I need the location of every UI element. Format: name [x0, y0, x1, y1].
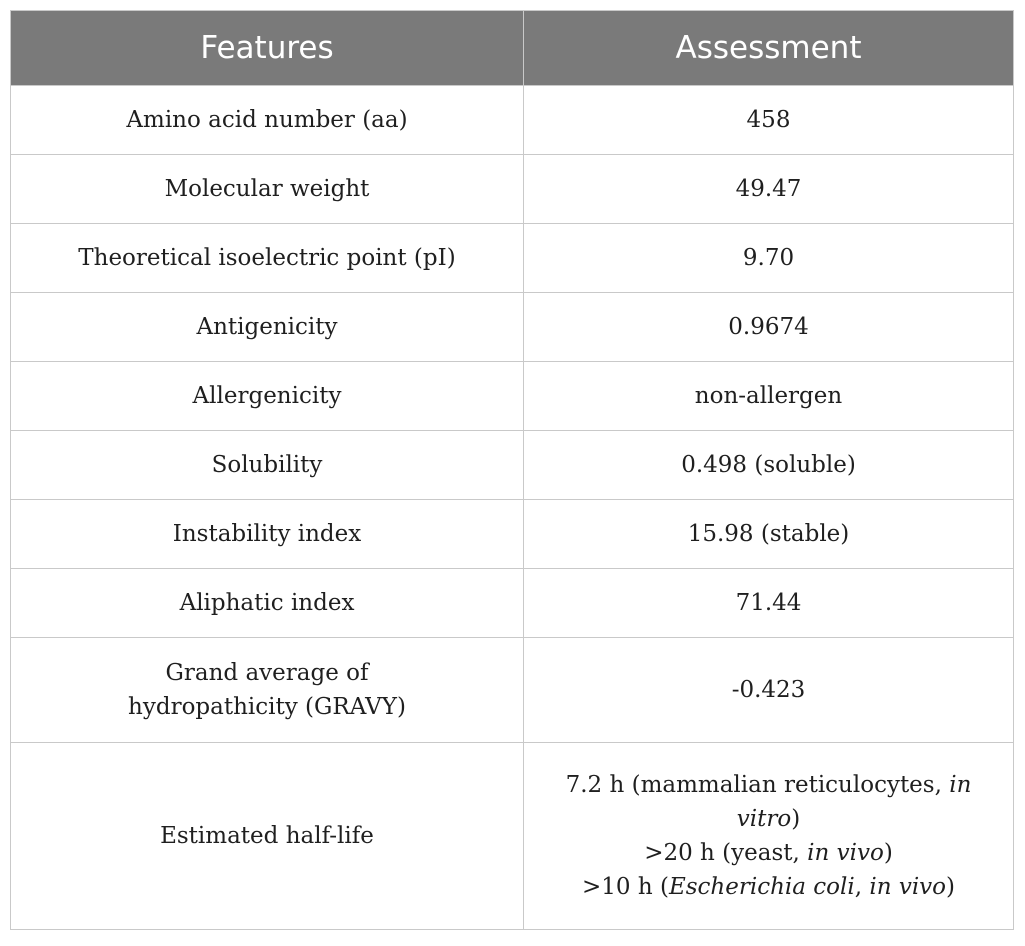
assessment-cell: -0.423 — [524, 638, 1014, 743]
feature-cell: Instability index — [11, 500, 524, 569]
feature-cell: Allergenicity — [11, 362, 524, 431]
assessment-cell — [524, 743, 1014, 930]
table-row — [11, 293, 1014, 362]
table-row — [11, 743, 1014, 930]
feature-cell: Aliphatic index — [11, 569, 524, 638]
feature-line: hydropathicity (GRAVY) — [128, 694, 406, 720]
feature-cell: Molecular weight — [11, 155, 524, 224]
feature-cell — [11, 638, 524, 743]
assessment-cell: 9.70 — [524, 224, 1014, 293]
header-features: Features — [11, 11, 524, 86]
assessment-cell: 458 — [524, 86, 1014, 155]
half-life-line-3: >20 h (yeast, in vivo) — [644, 840, 893, 866]
table-row — [11, 500, 1014, 569]
header-row — [11, 11, 1014, 86]
table-row — [11, 638, 1014, 743]
assessment-cell: non-allergen — [524, 362, 1014, 431]
table-row — [11, 431, 1014, 500]
assessment-cell: 71.44 — [524, 569, 1014, 638]
assessment-cell: 15.98 (stable) — [524, 500, 1014, 569]
feature-cell: Estimated half-life — [11, 743, 524, 930]
table-row — [11, 224, 1014, 293]
table-row — [11, 155, 1014, 224]
table-row — [11, 362, 1014, 431]
assessment-cell: 0.9674 — [524, 293, 1014, 362]
assessment-cell: 0.498 (soluble) — [524, 431, 1014, 500]
feature-cell: Solubility — [11, 431, 524, 500]
half-life-line-4: >10 h (Escherichia coli, in vivo) — [582, 874, 955, 900]
table-row — [11, 86, 1014, 155]
header-assessment: Assessment — [524, 11, 1014, 86]
half-life-line-1: 7.2 h (mammalian reticulocytes, in — [565, 772, 972, 798]
assessment-cell: 49.47 — [524, 155, 1014, 224]
features-table — [10, 10, 1014, 930]
table-row — [11, 569, 1014, 638]
feature-line: Grand average of — [165, 660, 369, 686]
half-life-line-2: vitro) — [736, 806, 801, 832]
feature-cell: Theoretical isoelectric point (pI) — [11, 224, 524, 293]
feature-cell: Amino acid number (aa) — [11, 86, 524, 155]
feature-cell: Antigenicity — [11, 293, 524, 362]
